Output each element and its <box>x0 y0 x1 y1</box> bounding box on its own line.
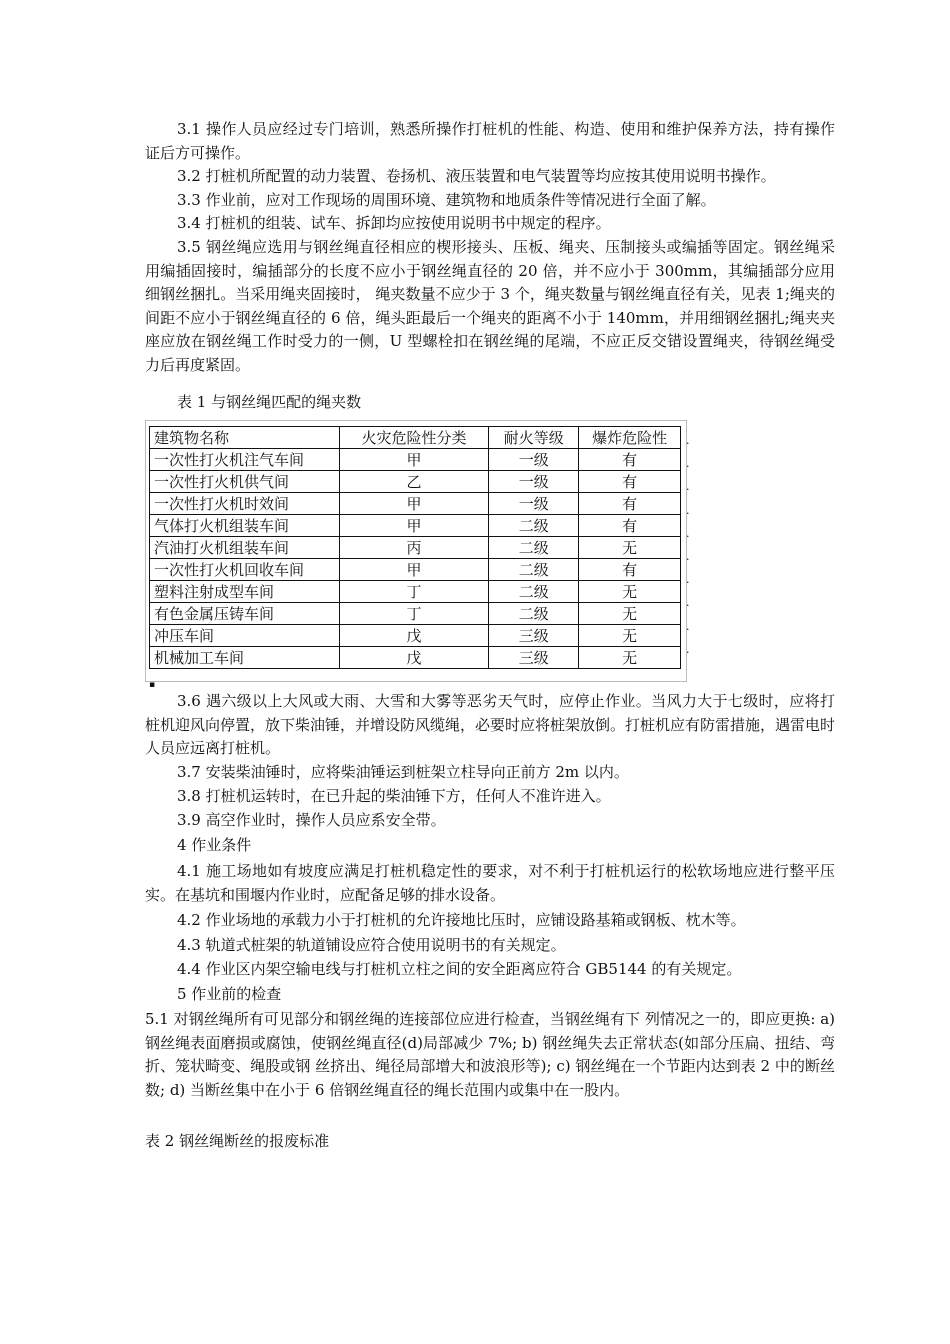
table-cell: 无 <box>579 581 681 603</box>
table-cell: 有 <box>579 493 681 515</box>
table-row <box>150 471 681 493</box>
table-cell: 三级 <box>489 647 579 669</box>
table-cell: 一次性打火机供气间 <box>150 471 340 493</box>
table-row <box>150 581 681 603</box>
table-row <box>150 449 681 471</box>
table-row-markers: · · · · · · · · · · <box>686 437 690 659</box>
table-cell: 塑料注射成型车间 <box>150 581 340 603</box>
table2-caption: 表 2 钢丝绳断丝的报废标准 <box>145 1132 330 1150</box>
table-cell: 丁 <box>339 603 489 625</box>
section-4-heading: 4 作业条件 <box>177 836 252 854</box>
table-row <box>150 647 681 669</box>
paragraph-3-7: 3.7 安装柴油锤时，应将柴油锤运到桩架立柱导向正前方 2m 以内。 <box>177 763 629 781</box>
table-cell: 有 <box>579 515 681 537</box>
table1-header-cell: 火灾危险性分类 <box>339 427 489 449</box>
paragraph-3-5: 3.5 钢丝绳应选用与钢丝绳直径相应的楔形接头、压板、绳夹、压制接头或编插等固定。钢丝绳采用编插固接时，编插部分的长度不应小于钢丝绳直径的 20 倍，并不应小于 300mm，其编插部分应用细钢丝捆扎。当采用绳夹固接时， 绳夹数量不应少于 3 个，绳夹数量与钢丝绳直径有关，见表 1;绳夹的间距不应小于钢丝绳直径的 6 倍，绳头距最后一个绳夹的距离不小于 140mm，并用细钢丝捆扎;绳夹夹座应放在钢丝绳工作时受力的一侧，U 型螺栓扣在钢丝绳的尾端，不应正反交错设置绳夹，待钢丝绳受力后再度紧固。 <box>145 238 835 374</box>
paragraph-3-4: 3.4 打桩机的组装、试车、拆卸均应按使用说明书中规定的程序。 <box>177 214 611 232</box>
table-cell: 一次性打火机回收车间 <box>150 559 340 581</box>
table-cell: 二级 <box>489 515 579 537</box>
table1-header-cell: 耐火等级 <box>489 427 579 449</box>
table-cell: 甲 <box>339 449 489 471</box>
table1-frame <box>145 420 687 682</box>
paragraph-3-1: 3.1 操作人员应经过专门培训，熟悉所操作打桩机的性能、构造、使用和维护保养方法，持有操作证后方可操作。 <box>145 120 835 162</box>
table-row <box>150 537 681 559</box>
paragraph-5-1: 5.1 对钢丝绳所有可见部分和钢丝绳的连接部位应进行检查，当钢丝绳有下 列情况之一的，即应更换: a) 钢丝绳表面磨损或腐蚀，使钢丝绳直径(d)局部减少 7%; b) 钢丝绳失去正常状态(如部分压扁、扭结、弯折、笼状畸变、绳股或钢 丝挤出、绳径局部增大和波浪形等); c) 钢丝绳在一个节距内达到表 2 中的断丝数; d) 当断丝集中在小于 6 倍钢丝绳直径的绳长范围内或集中在一股内。 <box>145 1010 835 1099</box>
table-cell: 乙 <box>339 471 489 493</box>
table1-header-cell: 爆炸危险性 <box>579 427 681 449</box>
table-cell: 一级 <box>489 471 579 493</box>
table-cell: 机械加工车间 <box>150 647 340 669</box>
paragraph-4-1: 4.1 施工场地如有坡度应满足打桩机稳定性的要求，对不利于打桩机运行的松软场地应进行整平压实。在基坑和围堰内作业时，应配备足够的排水设备。 <box>145 862 835 904</box>
table-cell: 一次性打火机时效间 <box>150 493 340 515</box>
table1-header-cell: 建筑物名称 <box>150 427 340 449</box>
table-cell: 丁 <box>339 581 489 603</box>
table1-caption: 表 1 与钢丝绳匹配的绳夹数 <box>177 393 362 411</box>
table1-header-row <box>150 427 681 449</box>
table-cell: 有色金属压铸车间 <box>150 603 340 625</box>
table-row <box>150 515 681 537</box>
table-cell: 二级 <box>489 559 579 581</box>
table-cell: 有 <box>579 449 681 471</box>
table-cell: 甲 <box>339 559 489 581</box>
table-cell: 丙 <box>339 537 489 559</box>
paragraph-3-6: 3.6 遇六级以上大风或大雨、大雪和大雾等恶劣天气时，应停止作业。当风力大于七级时，应将打桩机迎风向停置，放下柴油锤，并增设防风缆绳，必要时应将桩架放倒。打桩机应有防雷措施，遇雷电时人员应远离打桩机。 <box>145 692 836 757</box>
table-row <box>150 603 681 625</box>
table-cell: 三级 <box>489 625 579 647</box>
paragraph-4-4: 4.4 作业区内架空输电线与打桩机立柱之间的安全距离应符合 GB5144 的有关规定。 <box>177 960 742 978</box>
table-row <box>150 493 681 515</box>
table-cell: 一级 <box>489 493 579 515</box>
table-cell: 甲 <box>339 493 489 515</box>
paragraph-3-9: 3.9 高空作业时，操作人员应系安全带。 <box>177 811 446 829</box>
table-cell: 戊 <box>339 647 489 669</box>
paragraph-4-3: 4.3 轨道式桩架的轨道铺设应符合使用说明书的有关规定。 <box>177 936 566 954</box>
table-cell: 一次性打火机注气车间 <box>150 449 340 471</box>
table-cell: 气体打火机组装车间 <box>150 515 340 537</box>
table-cell: 二级 <box>489 603 579 625</box>
table-cell: 戊 <box>339 625 489 647</box>
table-cell: 汽油打火机组装车间 <box>150 537 340 559</box>
table-cell: 有 <box>579 559 681 581</box>
table-cell: 无 <box>579 537 681 559</box>
table-cell: 二级 <box>489 581 579 603</box>
paragraph-4-2: 4.2 作业场地的承载力小于打桩机的允许接地比压时，应铺设路基箱或钢板、枕木等。 <box>177 911 746 929</box>
table-cell: 二级 <box>489 537 579 559</box>
table-cell: 无 <box>579 625 681 647</box>
paragraph-3-8: 3.8 打桩机运转时，在已升起的柴油锤下方，任何人不准许进入。 <box>177 787 611 805</box>
table-cell: 甲 <box>339 515 489 537</box>
paragraph-3-3: 3.3 作业前，应对工作现场的周围环境、建筑物和地质条件等情况进行全面了解。 <box>177 191 716 209</box>
table-row <box>150 625 681 647</box>
table-cell: 一级 <box>489 449 579 471</box>
table-cell: 无 <box>579 603 681 625</box>
paragraph-marker: ▪ <box>149 680 156 690</box>
table-cell: 冲压车间 <box>150 625 340 647</box>
table-row <box>150 559 681 581</box>
table1 <box>149 426 681 669</box>
table-cell: 无 <box>579 647 681 669</box>
section-5-heading: 5 作业前的检查 <box>177 985 282 1003</box>
table-cell: 有 <box>579 471 681 493</box>
paragraph-3-2: 3.2 打桩机所配置的动力装置、卷扬机、液压装置和电气装置等均应按其使用说明书操作。 <box>177 167 776 185</box>
